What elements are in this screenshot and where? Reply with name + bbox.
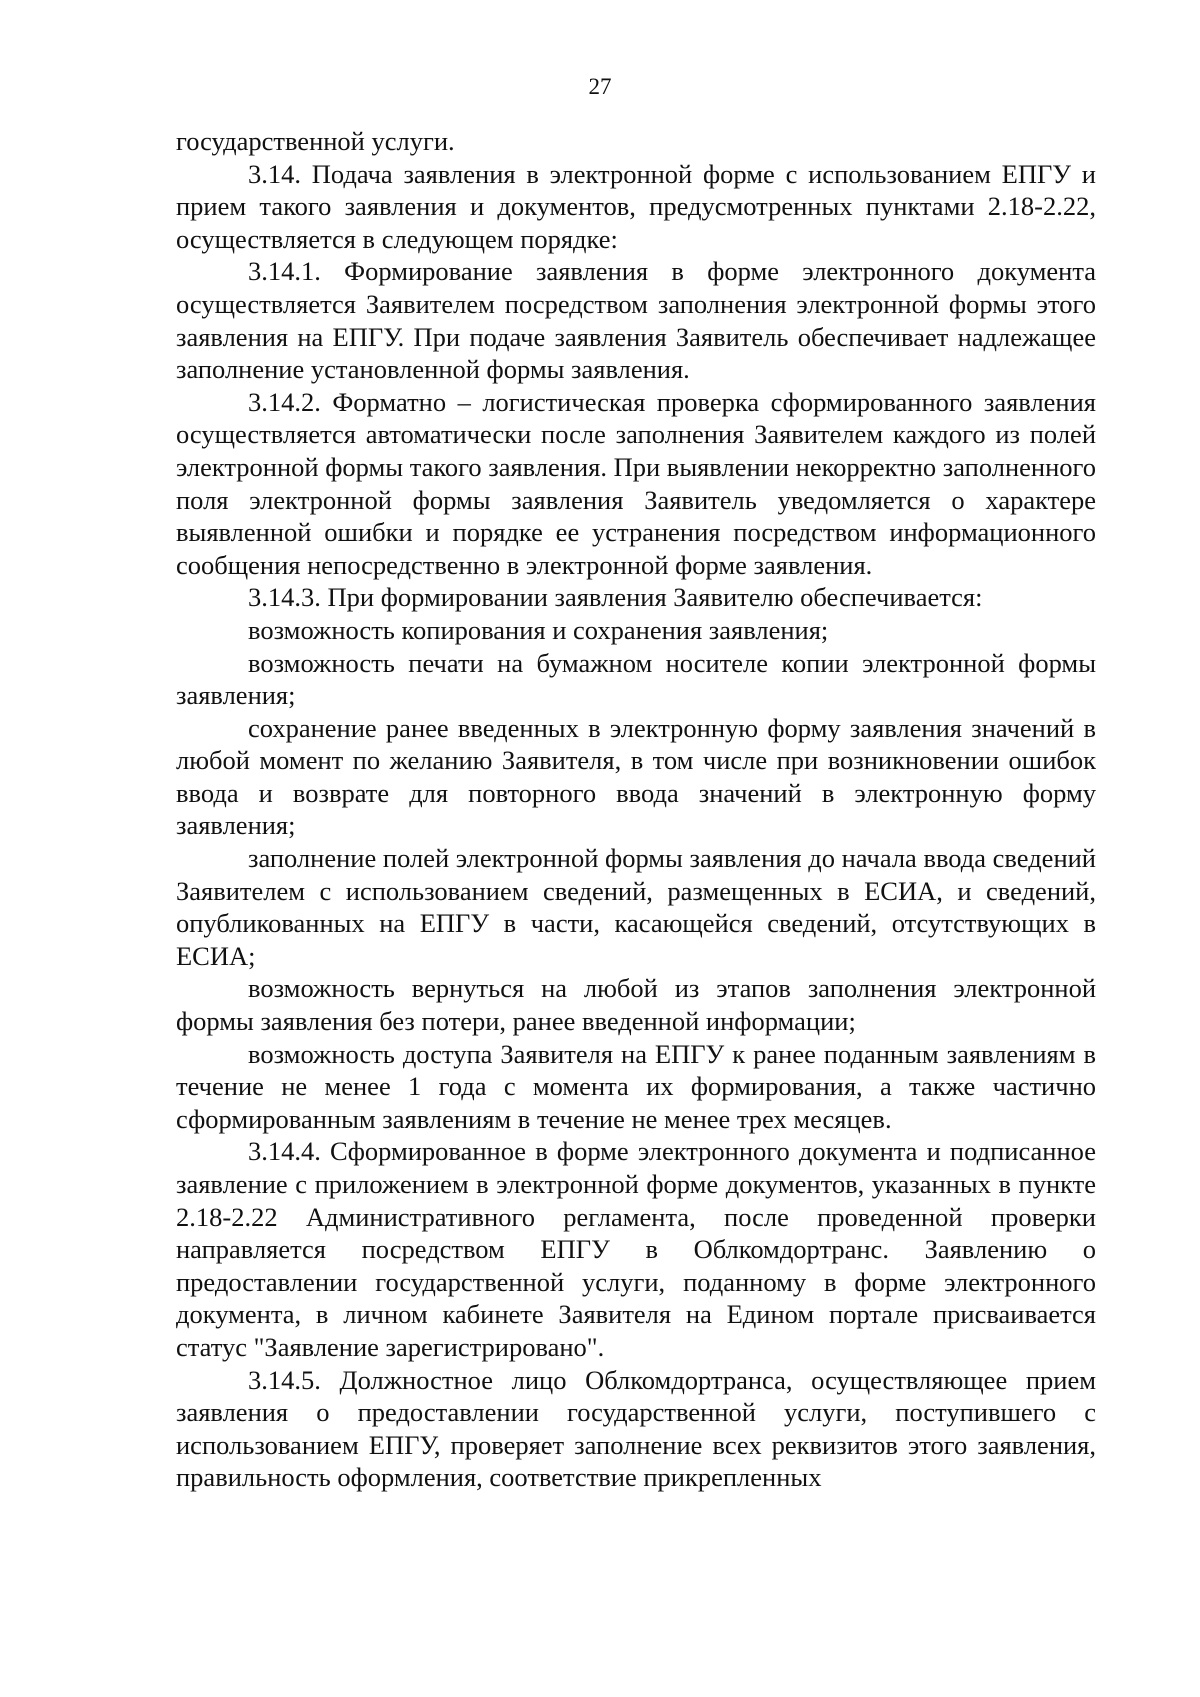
paragraph-3-14-3: 3.14.3. При формировании заявления Заявителю обеспечивается: — [248, 582, 983, 613]
paragraph-continuation: государственной услуги. — [176, 126, 455, 156]
list-item-save-values: сохранение ранее введенных в электронную форму заявления значений в любой момент по желанию Заявителя, в том числе при возникновении ошибок ввода и возврате для повторного ввода значений в электронную форму заявления; — [176, 712, 1096, 841]
list-item-print: возможность печати на бумажном носителе копии электронной формы заявления; — [176, 647, 1096, 711]
paragraph-3-14-2: 3.14.2. Форматно – логистическая проверка сформированного заявления осуществляется автоматически после заполнения Заявителем каждого из полей электронной формы такого заявления. При выявлении некорректно заполненного поля электронной формы заявления Заявитель уведомляется о характере выявленной ошибки и порядке ее устранения посредством информационного сообщения непосредственно в электронной форме заявления. — [176, 386, 1096, 580]
paragraph-3-14-4: 3.14.4. Сформированное в форме электронного документа и подписанное заявление с приложением в электронной форме документов, указанных в пункте 2.18-2.22 Административного регламента, после проведенной проверки направляется посредством ЕПГУ в Облкомдортранс. Заявлению о предоставлении государственной услуги, поданному в форме электронного документа, в личном кабинете Заявителя на Едином портале присваивается статус "Заявление зарегистрировано". — [176, 1136, 1096, 1362]
paragraph-3-14-5: 3.14.5. Должностное лицо Облкомдортранса, осуществляющее прием заявления о предоставлении государственной услуги, поступившего с использованием ЕПГУ, проверяет заполнение всех реквизитов этого заявления, правильность оформления, соответствие прикрепленных — [176, 1364, 1096, 1493]
page-number: 27 — [588, 74, 612, 99]
list-item-copy-save: возможность копирования и сохранения заявления; — [248, 614, 829, 645]
list-item-return-to-step: возможность вернуться на любой из этапов заполнения электронной формы заявления без потери, ранее введенной информации; — [176, 973, 1096, 1037]
paragraph-3-14-1: 3.14.1. Формирование заявления в форме электронного документа осуществляется Заявителем посредством заполнения электронной формы этого заявления на ЕПГУ. При подаче заявления Заявитель обеспечивает надлежащее заполнение установленной формы заявления. — [176, 256, 1096, 385]
list-item-prefill: заполнение полей электронной формы заявления до начала ввода сведений Заявителем с использованием сведений, размещенных в ЕСИА, и сведений, опубликованных на ЕПГУ в части, касающейся сведений, отсутствующих в ЕСИА; — [176, 843, 1096, 971]
list-item-access-applications: возможность доступа Заявителя на ЕПГУ к ранее поданным заявлениям в течение не менее 1 года с момента их формирования, а также частично сформированным заявлениям в течение не менее трех месяцев. — [176, 1038, 1096, 1134]
paragraph-3-14: 3.14. Подача заявления в электронной форме с использованием ЕПГУ и прием такого заявления и документов, предусмотренных пунктами 2.18-2.22, осуществляется в следующем порядке: — [176, 158, 1096, 254]
document-body — [176, 125, 1096, 1494]
